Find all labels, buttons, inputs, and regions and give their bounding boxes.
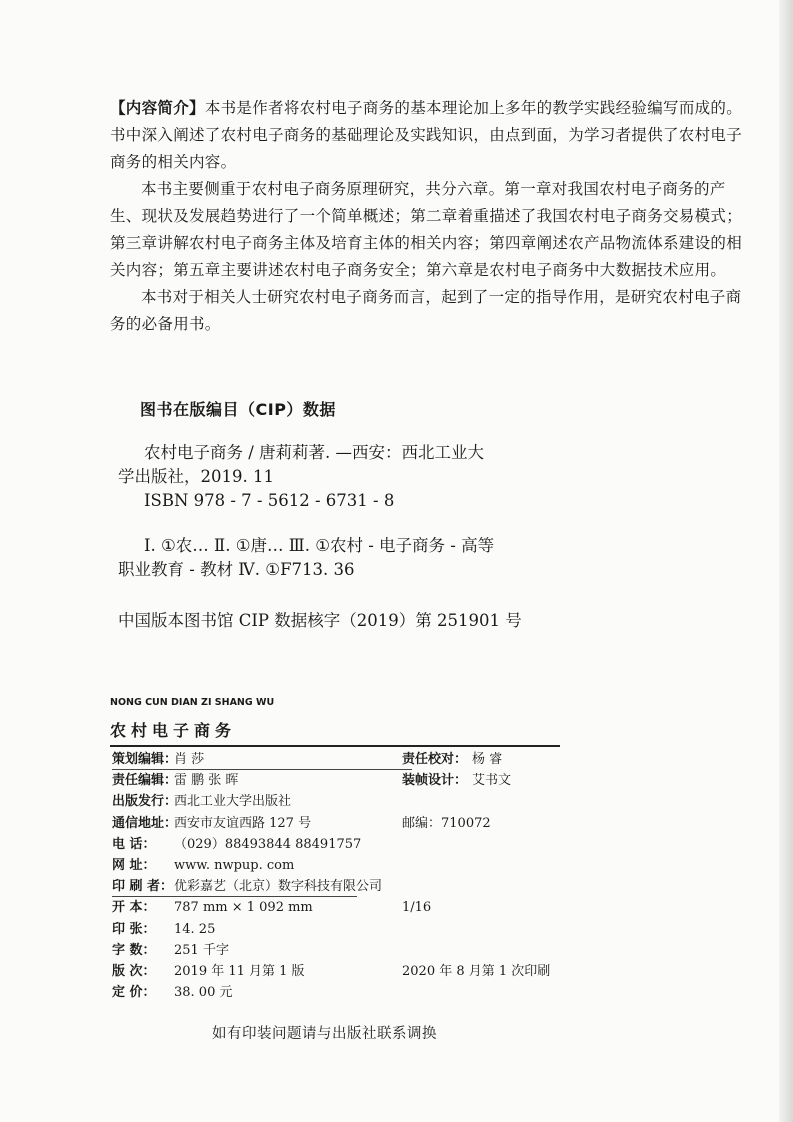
imprint-row-phone xyxy=(112,834,712,855)
words-value: 251 千字 xyxy=(174,942,229,958)
postcode-value: 710072 xyxy=(441,815,491,831)
cip-number xyxy=(118,609,678,633)
imprint-row-printer xyxy=(112,876,712,897)
content-summary xyxy=(110,95,750,338)
cip-classification xyxy=(118,534,678,582)
designer-value: 艾书文 xyxy=(472,773,512,789)
sheets-label: 印 张： xyxy=(112,921,156,937)
editor-label: 责任编辑： xyxy=(112,773,178,789)
imprint-block xyxy=(112,749,712,1003)
cip-line-4: Ⅰ. ①农… Ⅱ. ①唐… Ⅲ. ①农村 - 电子商务 - 高等 xyxy=(144,536,495,555)
summary-paragraph-2: 本书主要侧重于农村电子商务原理研究，共分六章。第一章对我国农村电子商务的产生、现状及发展趋势进行了一个简单概述；第二章着重描述了我国农村电子商务交易模式；第三章讲解农村电子商务主体及培育主体的相关内容；第四章阐述农产品物流体系建设的相关内容；第五章主要讲述农村电子商务安全；第六章是农村电子商务中大数据技术应用。 xyxy=(110,180,743,279)
imprint-row-sheets xyxy=(112,919,712,940)
cip-heading: 图书在版编目（CIP）数据 xyxy=(140,400,336,419)
price-label: 定 价： xyxy=(112,985,156,1001)
cip-record xyxy=(118,441,678,513)
web-label: 网 址： xyxy=(112,857,156,873)
proofreader-label: 责任校对： xyxy=(402,752,468,767)
format-fold: 1/16 xyxy=(402,900,432,916)
format-label: 开 本： xyxy=(112,900,156,916)
postcode xyxy=(402,813,491,834)
imprint-row-words xyxy=(112,940,712,961)
footer-notice: 如有印装问题请与出版社联系调换 xyxy=(212,1026,437,1042)
summary-text-1: 本书是作者将农村电子商务的基本理论加上多年的教学实践经验编写而成的。书中深入阐述了农村电子商务的基础理论及实践知识，由点到面，为学习者提供了农村电子商务的相关内容。 xyxy=(110,99,743,171)
publisher-label: 出版发行： xyxy=(112,794,178,810)
imprint-row-address xyxy=(112,813,712,834)
address-label: 通信地址： xyxy=(112,815,178,831)
title-rule xyxy=(110,745,560,747)
summary-paragraph-3: 本书对于相关人士研究农村电子商务而言，起到了一定的指导作用，是研究农村电子商务的必备用书。 xyxy=(110,288,742,333)
format-value: 787 mm × 1 092 mm xyxy=(174,900,313,916)
printer-value: 优彩嘉艺（北京）数字科技有限公司 xyxy=(174,879,383,895)
proofreader-value: 杨 睿 xyxy=(472,752,503,767)
sheets-value: 14. 25 xyxy=(174,921,216,937)
summary-paragraph-1 xyxy=(110,95,750,176)
price-value: 38. 00 元 xyxy=(174,985,233,1001)
cip-isbn: ISBN 978 - 7 - 5612 - 6731 - 8 xyxy=(144,491,395,510)
edition-label: 版 次： xyxy=(112,963,156,979)
designer-label: 装帧设计： xyxy=(402,773,468,789)
imprint-row-editor xyxy=(112,770,712,791)
cip-line-5: 职业教育 - 教材 Ⅳ. ①F713. 36 xyxy=(118,560,355,579)
address-value: 西安市友谊西路 127 号 xyxy=(174,815,312,831)
words-label: 字 数： xyxy=(112,942,156,958)
edition-value: 2019 年 11 月第 1 版 xyxy=(174,963,305,979)
editor-value: 雷 鹏 张 晖 xyxy=(174,773,239,789)
page-edge-shadow xyxy=(779,0,793,1122)
phone-value: （029）88493844 88491757 xyxy=(174,836,362,852)
book-pinyin: NONG CUN DIAN ZI SHANG WU xyxy=(110,697,275,708)
publisher-value: 西北工业大学出版社 xyxy=(174,794,292,810)
cip-line-1: 农村电子商务 / 唐莉莉著. —西安：西北工业大 xyxy=(144,443,485,462)
printing-value: 2020 年 8 月第 1 次印刷 xyxy=(402,963,551,979)
postcode-label: 邮编： xyxy=(402,815,442,831)
planning-editor-label: 策划编辑： xyxy=(112,752,178,767)
imprint-row-web xyxy=(112,855,712,876)
imprint-row-edition xyxy=(112,961,712,982)
imprint-row-format xyxy=(112,897,712,918)
planning-editor-value: 肖 莎 xyxy=(174,752,205,767)
web-value: www. nwpup. com xyxy=(174,857,295,873)
book-title: 农村电子商务 xyxy=(110,721,237,740)
cip-line-6: 中国版本图书馆 CIP 数据核字（2019）第 251901 号 xyxy=(118,611,522,630)
imprint-row-price xyxy=(112,982,712,1003)
cip-line-2: 学出版社，2019. 11 xyxy=(118,467,274,486)
imprint-row-planning xyxy=(112,749,712,770)
imprint-row-publisher xyxy=(112,791,712,812)
printer-label: 印 刷 者： xyxy=(112,879,174,895)
phone-label: 电 话： xyxy=(112,836,156,852)
summary-lead-label: 【内容简介】 xyxy=(110,99,205,117)
